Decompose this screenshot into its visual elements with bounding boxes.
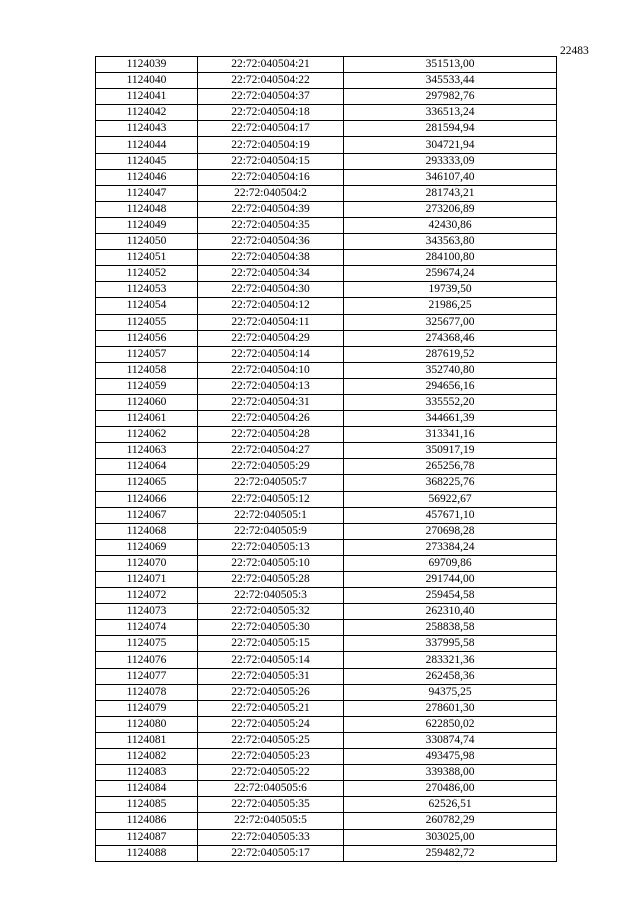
cadastral-number-cell: 22:72:040504:39 [198,201,344,217]
table-row [96,394,557,410]
value-cell: 42430,86 [344,217,557,233]
table-row [96,845,557,861]
record-number-cell: 1124073 [96,604,198,620]
cadastral-number-cell: 22:72:040505:33 [198,829,344,845]
record-number-cell: 1124069 [96,539,198,555]
value-cell: 273206,89 [344,201,557,217]
record-number-cell: 1124070 [96,555,198,571]
table-row [96,684,557,700]
record-number-cell: 1124071 [96,572,198,588]
value-cell: 287619,52 [344,346,557,362]
table-row [96,732,557,748]
record-number-cell: 1124087 [96,829,198,845]
record-number-cell: 1124076 [96,652,198,668]
value-cell: 344661,39 [344,411,557,427]
table-row [96,781,557,797]
record-number-cell: 1124052 [96,266,198,282]
cadastral-number-cell: 22:72:040504:22 [198,73,344,89]
cadastral-number-cell: 22:72:040505:5 [198,813,344,829]
table-row [96,282,557,298]
record-number-cell: 1124088 [96,845,198,861]
table-row [96,813,557,829]
cadastral-number-cell: 22:72:040505:22 [198,765,344,781]
value-cell: 304721,94 [344,137,557,153]
value-cell: 21986,25 [344,298,557,314]
table-row [96,700,557,716]
record-number-cell: 1124058 [96,362,198,378]
cadastral-number-cell: 22:72:040505:6 [198,781,344,797]
cadastral-number-cell: 22:72:040505:21 [198,700,344,716]
table-row [96,604,557,620]
record-number-cell: 1124067 [96,507,198,523]
record-number-cell: 1124042 [96,105,198,121]
cadastral-number-cell: 22:72:040504:34 [198,266,344,282]
record-number-cell: 1124045 [96,153,198,169]
page-number: 22483 [560,45,589,57]
table-row [96,555,557,571]
cadastral-number-cell: 22:72:040505:24 [198,716,344,732]
record-number-cell: 1124040 [96,73,198,89]
value-cell: 262458,36 [344,668,557,684]
cadastral-number-cell: 22:72:040505:7 [198,475,344,491]
cadastral-number-cell: 22:72:040504:35 [198,217,344,233]
record-number-cell: 1124086 [96,813,198,829]
cadastral-number-cell: 22:72:040504:38 [198,250,344,266]
value-cell: 313341,16 [344,427,557,443]
cadastral-number-cell: 22:72:040504:17 [198,121,344,137]
cadastral-number-cell: 22:72:040505:32 [198,604,344,620]
value-cell: 337995,58 [344,636,557,652]
cadastral-number-cell: 22:72:040505:30 [198,620,344,636]
cadastral-number-cell: 22:72:040505:10 [198,555,344,571]
table-row [96,57,557,73]
table-row [96,346,557,362]
cadastral-number-cell: 22:72:040505:1 [198,507,344,523]
table-row [96,314,557,330]
value-cell: 294656,16 [344,378,557,394]
cadastral-number-cell: 22:72:040505:28 [198,572,344,588]
record-number-cell: 1124059 [96,378,198,394]
record-number-cell: 1124051 [96,250,198,266]
cadastral-number-cell: 22:72:040504:31 [198,394,344,410]
value-cell: 368225,76 [344,475,557,491]
table-row [96,668,557,684]
value-cell: 270698,28 [344,523,557,539]
cadastral-number-cell: 22:72:040504:21 [198,57,344,73]
value-cell: 283321,36 [344,652,557,668]
cadastral-number-cell: 22:72:040504:16 [198,169,344,185]
record-number-cell: 1124048 [96,201,198,217]
table-row [96,716,557,732]
table-row [96,378,557,394]
cadastral-number-cell: 22:72:040504:30 [198,282,344,298]
value-cell: 346107,40 [344,169,557,185]
cadastral-number-cell: 22:72:040505:13 [198,539,344,555]
table-row [96,475,557,491]
value-cell: 457671,10 [344,507,557,523]
record-number-cell: 1124054 [96,298,198,314]
cadastral-number-cell: 22:72:040505:9 [198,523,344,539]
cadastral-number-cell: 22:72:040504:2 [198,185,344,201]
cadastral-number-cell: 22:72:040504:12 [198,298,344,314]
record-number-cell: 1124055 [96,314,198,330]
value-cell: 94375,25 [344,684,557,700]
value-cell: 274368,46 [344,330,557,346]
table-row [96,121,557,137]
value-cell: 259454,58 [344,588,557,604]
table-row [96,137,557,153]
table-row [96,266,557,282]
value-cell: 350917,19 [344,443,557,459]
table-row [96,507,557,523]
record-number-cell: 1124080 [96,716,198,732]
table-body [96,57,557,862]
record-number-cell: 1124060 [96,394,198,410]
value-cell: 259674,24 [344,266,557,282]
record-number-cell: 1124074 [96,620,198,636]
cadastral-number-cell: 22:72:040504:37 [198,89,344,105]
table-row [96,443,557,459]
record-number-cell: 1124085 [96,797,198,813]
cadastral-number-cell: 22:72:040505:17 [198,845,344,861]
table-row [96,749,557,765]
table-row [96,185,557,201]
value-cell: 352740,80 [344,362,557,378]
value-cell: 62526,51 [344,797,557,813]
value-cell: 69709,86 [344,555,557,571]
cadastral-number-cell: 22:72:040505:31 [198,668,344,684]
record-number-cell: 1124077 [96,668,198,684]
cadastral-number-cell: 22:72:040505:23 [198,749,344,765]
record-number-cell: 1124081 [96,732,198,748]
table-row [96,652,557,668]
record-number-cell: 1124039 [96,57,198,73]
value-cell: 19739,50 [344,282,557,298]
value-cell: 622850,02 [344,716,557,732]
data-table [95,56,557,862]
record-number-cell: 1124083 [96,765,198,781]
value-cell: 339388,00 [344,765,557,781]
value-cell: 284100,80 [344,250,557,266]
value-cell: 325677,00 [344,314,557,330]
record-number-cell: 1124063 [96,443,198,459]
record-number-cell: 1124068 [96,523,198,539]
record-number-cell: 1124047 [96,185,198,201]
value-cell: 297982,76 [344,89,557,105]
table-row [96,829,557,845]
cadastral-number-cell: 22:72:040504:29 [198,330,344,346]
cadastral-number-cell: 22:72:040505:3 [198,588,344,604]
cadastral-number-cell: 22:72:040505:15 [198,636,344,652]
table-row [96,459,557,475]
table-row [96,765,557,781]
record-number-cell: 1124049 [96,217,198,233]
value-cell: 278601,30 [344,700,557,716]
record-number-cell: 1124046 [96,169,198,185]
cadastral-number-cell: 22:72:040504:11 [198,314,344,330]
record-number-cell: 1124066 [96,491,198,507]
value-cell: 345533,44 [344,73,557,89]
cadastral-number-cell: 22:72:040505:25 [198,732,344,748]
cadastral-number-cell: 22:72:040504:26 [198,411,344,427]
table-row [96,572,557,588]
cadastral-number-cell: 22:72:040505:14 [198,652,344,668]
table-row [96,169,557,185]
record-number-cell: 1124084 [96,781,198,797]
table-row [96,362,557,378]
table-row [96,636,557,652]
cadastral-number-cell: 22:72:040505:35 [198,797,344,813]
cadastral-number-cell: 22:72:040504:10 [198,362,344,378]
table-row [96,588,557,604]
value-cell: 335552,20 [344,394,557,410]
record-number-cell: 1124041 [96,89,198,105]
table-row [96,89,557,105]
cadastral-number-cell: 22:72:040504:13 [198,378,344,394]
cadastral-number-cell: 22:72:040505:12 [198,491,344,507]
record-number-cell: 1124062 [96,427,198,443]
value-cell: 281594,94 [344,121,557,137]
table-row [96,620,557,636]
table-row [96,153,557,169]
table-row [96,73,557,89]
table-row [96,234,557,250]
value-cell: 493475,98 [344,749,557,765]
cadastral-number-cell: 22:72:040504:14 [198,346,344,362]
record-number-cell: 1124072 [96,588,198,604]
value-cell: 303025,00 [344,829,557,845]
table-row [96,330,557,346]
value-cell: 291744,00 [344,572,557,588]
value-cell: 281743,21 [344,185,557,201]
table-row [96,411,557,427]
value-cell: 56922,67 [344,491,557,507]
table-row [96,523,557,539]
table-row [96,250,557,266]
record-number-cell: 1124082 [96,749,198,765]
record-number-cell: 1124065 [96,475,198,491]
table-row [96,427,557,443]
value-cell: 258838,58 [344,620,557,636]
table-row [96,539,557,555]
value-cell: 351513,00 [344,57,557,73]
value-cell: 260782,29 [344,813,557,829]
value-cell: 262310,40 [344,604,557,620]
cadastral-number-cell: 22:72:040504:15 [198,153,344,169]
value-cell: 270486,00 [344,781,557,797]
value-cell: 293333,09 [344,153,557,169]
record-number-cell: 1124064 [96,459,198,475]
record-number-cell: 1124075 [96,636,198,652]
cadastral-number-cell: 22:72:040504:28 [198,427,344,443]
table-row [96,298,557,314]
value-cell: 259482,72 [344,845,557,861]
value-cell: 343563,80 [344,234,557,250]
cadastral-number-cell: 22:72:040505:26 [198,684,344,700]
record-number-cell: 1124044 [96,137,198,153]
record-number-cell: 1124079 [96,700,198,716]
value-cell: 273384,24 [344,539,557,555]
value-cell: 336513,24 [344,105,557,121]
cadastral-number-cell: 22:72:040504:19 [198,137,344,153]
cadastral-number-cell: 22:72:040504:18 [198,105,344,121]
record-number-cell: 1124053 [96,282,198,298]
record-number-cell: 1124057 [96,346,198,362]
record-number-cell: 1124050 [96,234,198,250]
record-number-cell: 1124061 [96,411,198,427]
cadastral-number-cell: 22:72:040504:27 [198,443,344,459]
value-cell: 265256,78 [344,459,557,475]
record-number-cell: 1124056 [96,330,198,346]
table-row [96,797,557,813]
table-row [96,491,557,507]
record-number-cell: 1124078 [96,684,198,700]
cadastral-number-cell: 22:72:040504:36 [198,234,344,250]
value-cell: 330874,74 [344,732,557,748]
table-row [96,217,557,233]
record-number-cell: 1124043 [96,121,198,137]
table-row [96,201,557,217]
table-row [96,105,557,121]
cadastral-number-cell: 22:72:040505:29 [198,459,344,475]
